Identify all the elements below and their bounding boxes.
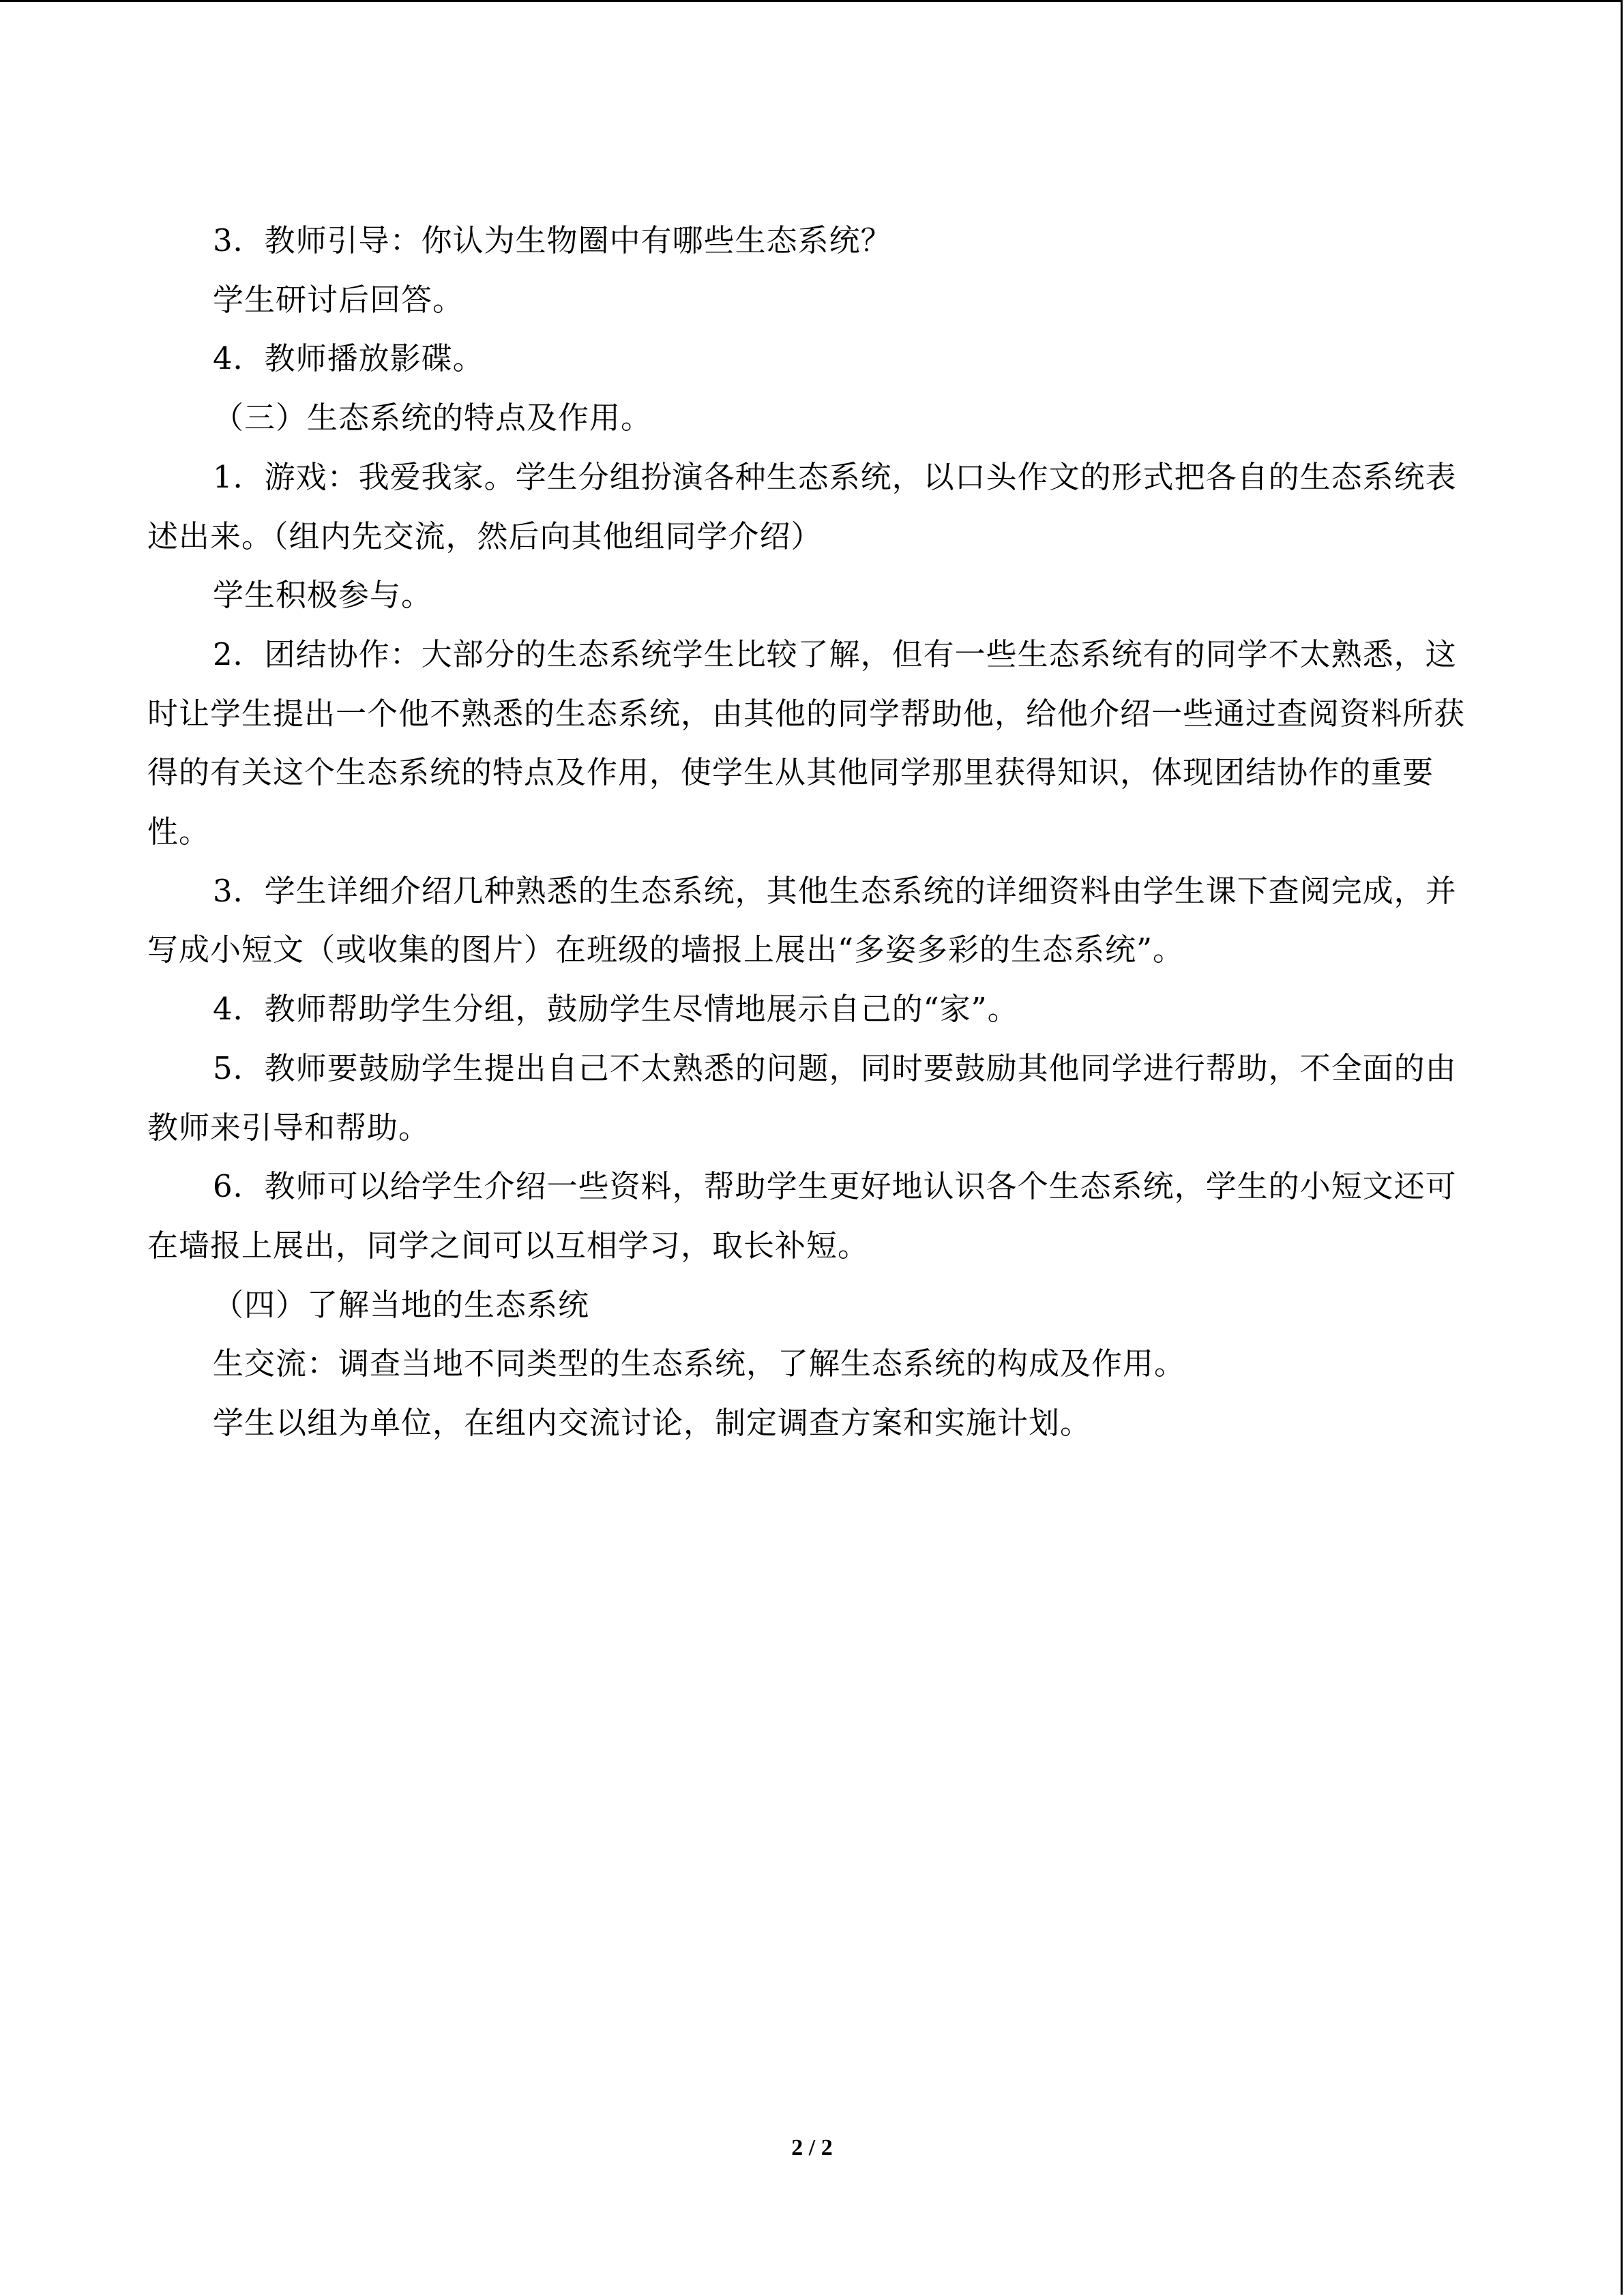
paragraph-step-5-questions: 5．教师要鼓励学生提出自己不太熟悉的问题，同时要鼓励其他同学进行帮助，不全面的由教师来引导和帮助。 (147, 1049, 1457, 1146)
paragraph-step-6-materials: 6．教师可以给学生介绍一些资料，帮助学生更好地认识各个生态系统，学生的小短文还可在墙报上展出，同学之间可以互相学习，取长补短。 (147, 1168, 1457, 1264)
paragraph-student-exchange: 生交流：调查当地不同类型的生态系统，了解生态系统的构成及作用。 (213, 1345, 1186, 1382)
document-body (147, 211, 1475, 1453)
section-heading-local: （四）了解当地的生态系统 (213, 1286, 590, 1323)
page-number: 2 / 2 (791, 2135, 833, 2160)
paragraph-step-4-video: 4．教师播放影碟。 (213, 340, 484, 377)
paragraph-step-3-introduce: 3．学生详细介绍几种熟悉的生态系统，其他生态系统的详细资料由学生课下查阅完成，并写成小短文（或收集的图片）在班级的墙报上展出“多姿多彩的生态系统”。 (147, 872, 1457, 968)
section-heading-features: （三）生态系统的特点及作用。 (213, 400, 653, 436)
paragraph-step-3-guide: 3．教师引导：你认为生物圈中有哪些生态系统？ (213, 222, 892, 258)
paragraph-student-discuss: 学生研讨后回答。 (213, 281, 464, 318)
paragraph-student-plan: 学生以组为单位，在组内交流讨论，制定调查方案和实施计划。 (213, 1405, 1092, 1442)
paragraph-step-1-game: 1．游戏：我爱我家。学生分组扮演各种生态系统，以口头作文的形式把各自的生态系统表述出来。（组内先交流，然后向其他组同学介绍） (147, 458, 1457, 554)
paragraph-student-participate: 学生积极参与。 (213, 577, 433, 614)
paragraph-step-2-cooperation: 2．团结协作：大部分的生态系统学生比较了解，但有一些生态系统有的同学不太熟悉，这时让学生提出一个他不熟悉的生态系统，由其他的同学帮助他，给他介绍一些通过查阅资料所获得的有关这个生态系统的特点及作用，使学生从其他同学那里获得知识，体现团结协作的重要性。 (147, 636, 1466, 850)
paragraph-step-4-groups: 4．教师帮助学生分组，鼓励学生尽情地展示自己的“家”。 (213, 991, 1019, 1028)
